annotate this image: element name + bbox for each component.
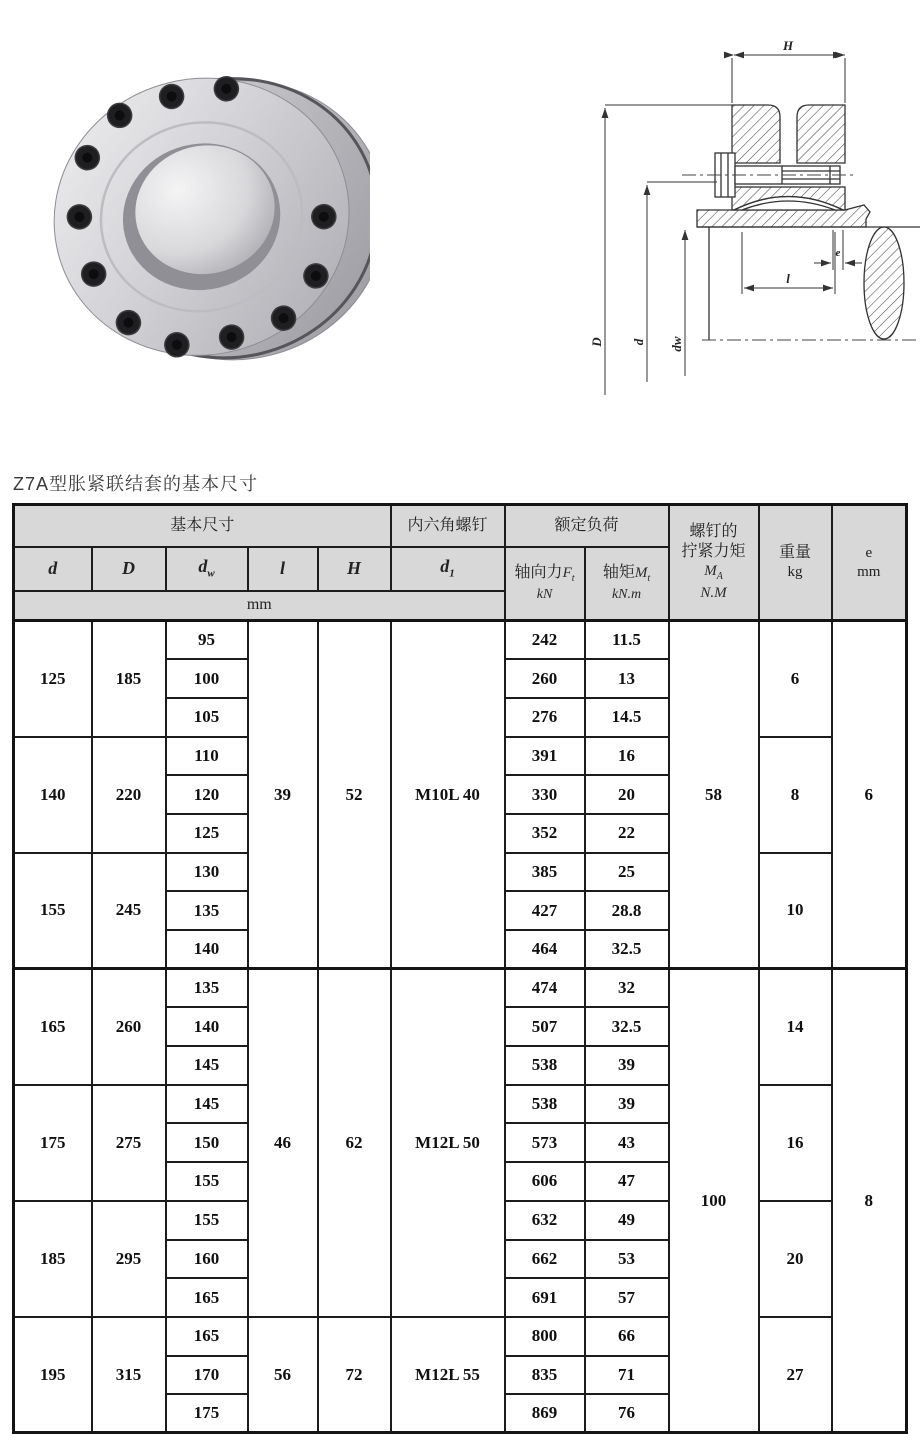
- cell-weight: 20: [759, 1201, 832, 1317]
- cell-dw: 130: [166, 853, 248, 892]
- cell-dw: 155: [166, 1162, 248, 1201]
- cell-D: 220: [92, 737, 166, 853]
- cell-dw: 175: [166, 1394, 248, 1433]
- cell-dw: 105: [166, 698, 248, 737]
- cell-dw: 165: [166, 1278, 248, 1317]
- cell-weight: 14: [759, 969, 832, 1085]
- cell-axial-force: 869: [505, 1394, 585, 1433]
- header-col-D: D: [92, 547, 166, 591]
- cell-dw: 145: [166, 1046, 248, 1085]
- spec-table-header: [14, 505, 907, 621]
- cell-D: 315: [92, 1317, 166, 1433]
- cell-e: 8: [832, 969, 907, 1433]
- cell-dw: 140: [166, 930, 248, 969]
- cell-d: 175: [14, 1085, 92, 1201]
- expansion-sleeve-ring: [40, 48, 370, 393]
- cell-dw: 160: [166, 1240, 248, 1279]
- cell-D: 275: [92, 1085, 166, 1201]
- cell-dw: 135: [166, 969, 248, 1008]
- cell-dw: 140: [166, 1007, 248, 1046]
- cell-axial-force: 662: [505, 1240, 585, 1279]
- cell-D: 185: [92, 621, 166, 737]
- cell-axial-force: 538: [505, 1046, 585, 1085]
- header-col-dw: $d_w$: [166, 547, 248, 591]
- cell-axial-torque: 39: [585, 1085, 669, 1124]
- cell-D: 260: [92, 969, 166, 1085]
- cell-weight: 27: [759, 1317, 832, 1433]
- cell-axial-torque: 14.5: [585, 698, 669, 737]
- spec-table: [12, 503, 908, 1434]
- cell-axial-torque: 57: [585, 1278, 669, 1317]
- cell-axial-force: 427: [505, 891, 585, 930]
- cell-axial-torque: 32.5: [585, 930, 669, 969]
- cell-H: 72: [318, 1317, 391, 1433]
- cell-axial-force: 391: [505, 737, 585, 776]
- page-title: Z7A型胀紧联结套的基本尺寸: [13, 474, 259, 494]
- dim-label-d: d: [631, 338, 646, 346]
- cell-l: 39: [248, 621, 318, 969]
- cell-dw: 145: [166, 1085, 248, 1124]
- cell-axial-force: 242: [505, 621, 585, 660]
- cell-dw: 100: [166, 659, 248, 698]
- cell-MA: 58: [669, 621, 759, 969]
- cell-dw: 135: [166, 891, 248, 930]
- cell-H: 62: [318, 969, 391, 1317]
- cell-H: 52: [318, 621, 391, 969]
- product-photo: [40, 48, 370, 393]
- dim-label-H: H: [782, 38, 794, 53]
- cell-axial-torque: 32.5: [585, 1007, 669, 1046]
- header-col-d1: $d_1$: [391, 547, 505, 591]
- header-axial-torque: 轴矩$M_t$ kN.m: [585, 547, 669, 621]
- cell-axial-force: 352: [505, 814, 585, 853]
- cell-d: 195: [14, 1317, 92, 1433]
- cell-d1: M10L 40: [391, 621, 505, 969]
- header-unit-row: mm: [14, 591, 505, 621]
- dim-label-e: e: [835, 247, 841, 259]
- header-col-l: l: [248, 547, 318, 591]
- table-row: [14, 621, 907, 660]
- dim-label-D: D: [589, 337, 604, 347]
- cell-dw: 120: [166, 775, 248, 814]
- header-weight: 重量 kg: [759, 505, 832, 621]
- product-photo-graphic: [40, 48, 370, 393]
- cell-MA: 100: [669, 969, 759, 1433]
- cell-axial-torque: 66: [585, 1317, 669, 1356]
- table-row: [14, 969, 907, 1008]
- cell-axial-torque: 71: [585, 1356, 669, 1395]
- dim-label-dw: dw: [669, 336, 684, 352]
- cell-axial-force: 260: [505, 659, 585, 698]
- dim-label-l: l: [786, 271, 790, 286]
- cell-d: 140: [14, 737, 92, 853]
- cell-dw: 125: [166, 814, 248, 853]
- cell-d: 165: [14, 969, 92, 1085]
- cell-d: 125: [14, 621, 92, 737]
- cell-dw: 110: [166, 737, 248, 776]
- cell-axial-torque: 32: [585, 969, 669, 1008]
- cell-axial-torque: 28.8: [585, 891, 669, 930]
- cell-dw: 170: [166, 1356, 248, 1395]
- cell-axial-force: 385: [505, 853, 585, 892]
- cell-e: 6: [832, 621, 907, 969]
- cell-axial-force: 800: [505, 1317, 585, 1356]
- cell-d1: M12L 55: [391, 1317, 505, 1433]
- spec-table-body: [14, 621, 907, 1433]
- cell-l: 46: [248, 969, 318, 1317]
- table-row: [14, 1317, 907, 1356]
- cell-axial-force: 276: [505, 698, 585, 737]
- cell-d1: M12L 50: [391, 969, 505, 1317]
- cell-axial-torque: 25: [585, 853, 669, 892]
- cell-axial-torque: 20: [585, 775, 669, 814]
- cell-axial-force: 507: [505, 1007, 585, 1046]
- cell-axial-torque: 22: [585, 814, 669, 853]
- cell-axial-force: 330: [505, 775, 585, 814]
- cell-D: 245: [92, 853, 166, 969]
- cell-l: 56: [248, 1317, 318, 1433]
- cell-axial-torque: 13: [585, 659, 669, 698]
- cell-d: 185: [14, 1201, 92, 1317]
- header-tightening-torque: 螺钉的 拧紧力矩 $M_A$ N.M: [669, 505, 759, 621]
- cell-axial-force: 691: [505, 1278, 585, 1317]
- cell-dw: 150: [166, 1123, 248, 1162]
- header-hex-screw: 内六角螺钉: [391, 505, 505, 547]
- cell-weight: 8: [759, 737, 832, 853]
- cell-axial-torque: 53: [585, 1240, 669, 1279]
- cell-axial-force: 464: [505, 930, 585, 969]
- cell-dw: 155: [166, 1201, 248, 1240]
- cell-axial-torque: 39: [585, 1046, 669, 1085]
- cell-axial-torque: 47: [585, 1162, 669, 1201]
- cell-axial-force: 573: [505, 1123, 585, 1162]
- cell-weight: 6: [759, 621, 832, 737]
- cell-D: 295: [92, 1201, 166, 1317]
- cell-axial-force: 538: [505, 1085, 585, 1124]
- cell-d: 155: [14, 853, 92, 969]
- cell-axial-torque: 11.5: [585, 621, 669, 660]
- cell-weight: 16: [759, 1085, 832, 1201]
- header-col-d: d: [14, 547, 92, 591]
- header-col-H: H: [318, 547, 391, 591]
- cell-dw: 95: [166, 621, 248, 660]
- cell-axial-torque: 49: [585, 1201, 669, 1240]
- dimension-diagram: [552, 20, 920, 432]
- header-rated-load: 额定负荷: [505, 505, 669, 547]
- dimension-diagram-graphic: [552, 20, 920, 432]
- cell-axial-force: 835: [505, 1356, 585, 1395]
- cell-axial-torque: 76: [585, 1394, 669, 1433]
- cell-axial-force: 606: [505, 1162, 585, 1201]
- cell-weight: 10: [759, 853, 832, 969]
- cell-axial-torque: 16: [585, 737, 669, 776]
- header-basic-dims: 基本尺寸: [14, 505, 391, 547]
- cell-axial-force: 632: [505, 1201, 585, 1240]
- cell-dw: 165: [166, 1317, 248, 1356]
- cell-axial-torque: 43: [585, 1123, 669, 1162]
- header-e: e mm: [832, 505, 907, 621]
- header-axial-force: 轴向力$F_t$ kN: [505, 547, 585, 621]
- cell-axial-force: 474: [505, 969, 585, 1008]
